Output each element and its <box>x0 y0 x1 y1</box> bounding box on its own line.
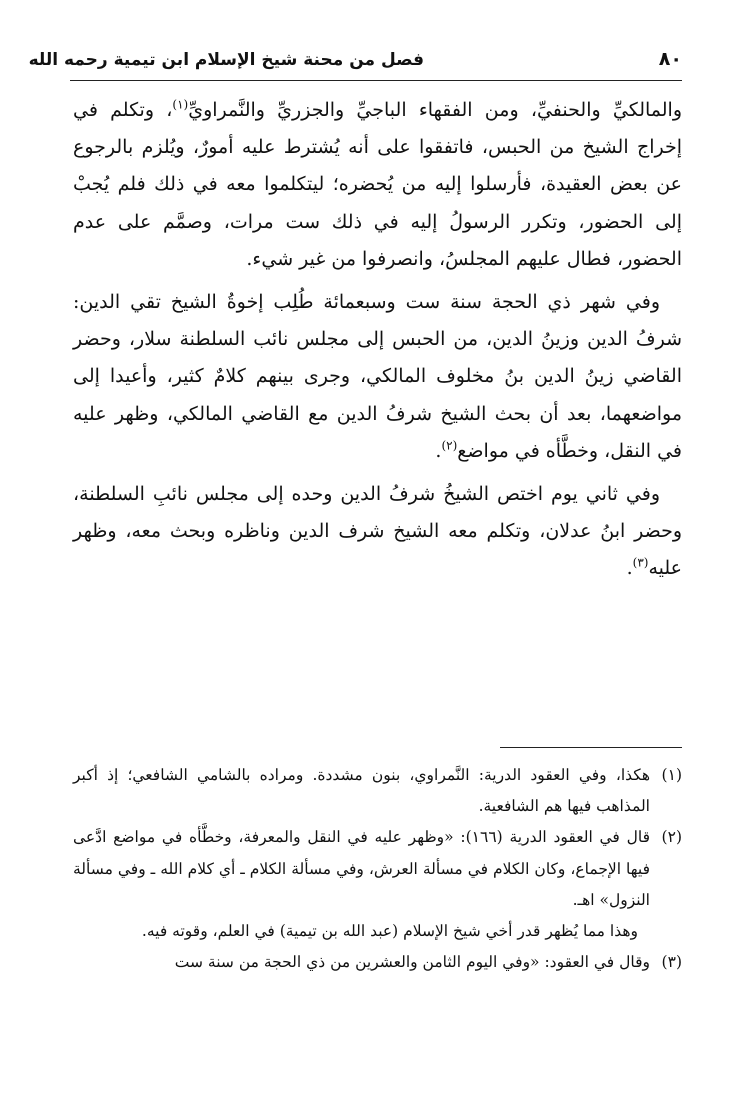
footnote-3 <box>73 947 682 978</box>
footnote-ref-1: (١) <box>172 97 189 112</box>
footnotes <box>73 760 682 978</box>
footnote-ref-3: (٣) <box>632 556 649 571</box>
header-divider <box>70 80 682 81</box>
main-text <box>73 92 682 588</box>
footnote-3-number: (٣) <box>661 953 682 972</box>
page-number: ٨٠ <box>658 48 682 70</box>
paragraph-1-text-b: ، وتكلم في إخراج الشيخ من الحبس، فاتفقوا على أنه يُشترط عليه أمورٌ، ويُلزم بالرجوع عن بعض العقيدة، فأرسلوا إليه من يُحضره؛ ليتكلموا معه في ذلك فلم يُجبْ إلى الحضور، وتكرر الرسولُ إليه في ذلك ست مرات، وصمَّم على عدم الحضور، فطال عليهم المجلسُ، وانصرفوا من غير شيء. <box>73 99 682 270</box>
paragraph-2-text-a: وفي شهر ذي الحجة سنة ست وسبعمائة طُلِب إخوةُ الشيخ تقي الدين: شرفُ الدين وزينُ الدين، من الحبس إلى مجلس نائب السلطنة سلار، وحضر القاضي زينُ الدين بنُ مخلوف المالكي، وجرى بينهم كلامٌ كثير، وأعيدا إلى مواضعهما، بعد أن بحث الشيخ شرفُ الدين مع القاضي المالكي، وظهر عليه في النقل، وخطَّأه في مواضع <box>73 291 682 462</box>
footnote-divider <box>500 747 682 748</box>
paragraph-3-text-b: . <box>626 557 633 580</box>
paragraph-1-text-a: والمالكيِّ والحنفيِّ، ومن الفقهاء الباجيِّ والجزريِّ والنَّمراويِّ <box>188 99 682 121</box>
paragraph-3-text-a: وفي ثاني يوم اختص الشيخُ شرفُ الدين وحده إلى مجلس نائبِ السلطنة، وحضر ابنُ عدلان، وتكلم معه الشيخ شرف الدين وناظره وبحث معه، وظهر عليه <box>73 483 682 580</box>
footnote-2-text: قال في العقود الدرية (١٦٦): «وظهر عليه في النقل والمعرفة، وخطَّأه في مواضع ادَّعى فيها الإجماع، وكان الكلام في مسألة العرش، وفي مسألة الكلام ـ أي كلام الله ـ وفي مسألة النزول» اهـ. <box>73 828 650 909</box>
paragraph-1 <box>73 92 682 278</box>
paragraph-2 <box>73 284 682 470</box>
footnote-ref-2: (٢) <box>441 438 458 453</box>
page-header <box>28 44 682 76</box>
footnote-1 <box>73 760 682 822</box>
running-title: فصل من محنة شيخ الإسلام ابن تيمية رحمه الله <box>28 50 424 70</box>
footnote-1-number: (١) <box>661 766 682 784</box>
paragraph-3 <box>73 476 682 588</box>
footnote-3-text: وقال في العقود: «وفي اليوم الثامن والعشرين من ذي الحجة من سنة ست <box>174 953 650 972</box>
footnote-2-number: (٢) <box>661 828 682 847</box>
footnote-2-continuation: وهذا مما يُظهر قدر أخي شيخ الإسلام (عبد الله بن تيمية) في العلم، وقوته فيه. <box>141 922 638 941</box>
paragraph-2-text-b: . <box>435 439 442 462</box>
footnote-2 <box>73 822 682 916</box>
footnote-1-text: هكذا، وفي العقود الدرية: النَّمراوي، بنون مشددة. ومراده بالشامي الشافعي؛ إذ أكبر المذاهب فيها هم الشافعية. <box>73 766 650 816</box>
